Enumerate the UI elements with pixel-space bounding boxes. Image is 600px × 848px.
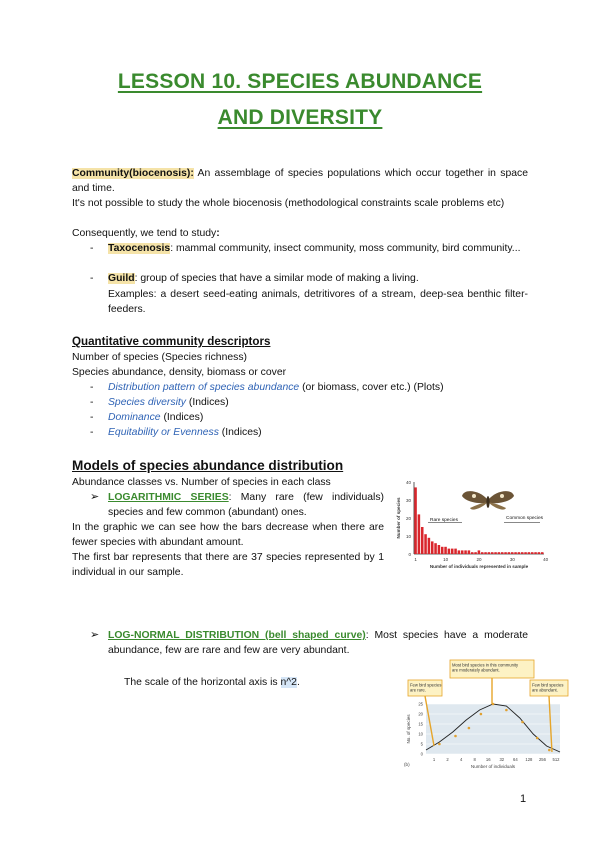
bar <box>418 514 421 554</box>
y-tick-label: 15 <box>418 721 423 727</box>
bar <box>421 527 424 554</box>
data-point <box>521 721 524 724</box>
page-title: LESSON 10. SPECIES ABUNDANCE <box>117 70 483 93</box>
bar <box>514 552 517 554</box>
x-tick-label: 256 <box>538 757 546 762</box>
x-axis-label: Number of individuals <box>470 764 516 769</box>
log-normal-text: : Most species have a moderate abundance, few are rare and few are very abundant. <box>108 630 528 657</box>
bar <box>434 543 437 554</box>
y-tick-label: 5 <box>420 741 423 747</box>
bar <box>511 552 514 554</box>
taxocenosis-item <box>108 241 528 256</box>
bar <box>478 550 481 554</box>
annotation-common: Common species <box>506 516 544 521</box>
x-tick-label: 40 <box>543 557 549 562</box>
data-point <box>536 737 539 740</box>
horizontal-scale-line <box>124 675 384 690</box>
community-definition: An assemblage of species populations which occur together in space and time. <box>72 168 528 195</box>
bar <box>424 534 427 554</box>
bar <box>464 550 467 554</box>
descriptor-link[interactable]: Equitability or Evenness <box>108 427 219 438</box>
graphic-paragraph: In the graphic we can see how the bars decrease when there are fewer species with abundant amount. <box>72 522 384 549</box>
taxocenosis-term: Taxocenosis <box>108 243 171 254</box>
bullet-glyph: - <box>90 243 94 254</box>
bullet-glyph: - <box>90 412 94 423</box>
y-tick-label: 10 <box>418 731 423 737</box>
data-point <box>505 709 508 712</box>
colon: : <box>216 228 220 239</box>
x-tick-label: 30 <box>509 557 515 562</box>
plot-area <box>426 704 560 754</box>
bar <box>481 552 484 554</box>
data-point <box>548 749 551 752</box>
abundance-classes-line: Abundance classes vs. Number of species in each class <box>72 477 331 488</box>
guild-text: : group of species that have a similar mode of making a living. <box>134 273 419 284</box>
bar <box>471 552 474 554</box>
descriptor-rest: (or biomass, cover etc.) (Plots) <box>299 382 444 393</box>
data-point <box>438 743 441 746</box>
logarithmic-series-item <box>108 490 384 520</box>
bar <box>524 552 527 554</box>
x-tick-label: 1 <box>432 757 436 762</box>
guild-item <box>108 271 528 286</box>
consequently-text: Consequently, we tend to study <box>72 228 217 239</box>
bullet-glyph: - <box>90 427 94 438</box>
biocenosis-paragraph: It's not possible to study the whole biocenosis (methodological constraints scale problems etc) <box>72 198 505 209</box>
x-tick-label: 4 <box>459 757 463 762</box>
bar <box>431 541 434 554</box>
species-abundance-line: Species abundance, density, biomass or cover <box>72 367 287 378</box>
bar <box>541 552 544 554</box>
data-point <box>480 713 483 716</box>
bar <box>538 552 541 554</box>
bar <box>518 552 521 554</box>
species-richness-line: Number of species (Species richness) <box>72 352 247 363</box>
bar <box>498 552 501 554</box>
y-axis-label: No. of species <box>406 714 411 744</box>
guild-term: Guild <box>108 273 135 284</box>
bar <box>504 552 507 554</box>
logarithmic-series-chart <box>392 474 552 574</box>
bullet-glyph: - <box>90 397 94 408</box>
callout-text: Few bird species are abundant. <box>532 682 564 693</box>
bar <box>444 547 447 554</box>
x-tick-label: 512 <box>552 757 560 762</box>
bar <box>494 552 497 554</box>
bar <box>468 550 471 554</box>
bar <box>438 545 441 554</box>
page-number: 1 <box>520 793 527 805</box>
bar <box>528 552 531 554</box>
panel-label: (b) <box>404 762 410 767</box>
x-tick-label: 32 <box>499 757 505 762</box>
bar <box>484 552 487 554</box>
logarithmic-series-term: LOGARITHMIC SERIES <box>108 492 229 503</box>
bar <box>458 550 461 554</box>
x-axis-label: Number of individuals represented in sample <box>429 564 529 569</box>
descriptor-link[interactable]: Distribution pattern of species abundance <box>108 382 300 393</box>
data-point <box>468 727 471 730</box>
x-tick-label: 8 <box>473 757 476 762</box>
scale-value: n^2 <box>280 677 297 688</box>
callout-text: Few bird species are rare. <box>410 682 442 693</box>
bar <box>521 552 524 554</box>
x-tick-label: 64 <box>512 757 518 762</box>
arrow-bullet: ➢ <box>90 491 100 503</box>
bar <box>474 552 477 554</box>
descriptor-rest: (Indices) <box>218 427 262 438</box>
section-heading-quantitative: Quantitative community descriptors <box>72 335 271 348</box>
y-tick-label: 40 <box>405 480 411 485</box>
bar <box>414 487 417 554</box>
y-axis-label: Number of species <box>396 497 401 539</box>
bar <box>534 552 537 554</box>
descriptor-link[interactable]: Species diversity <box>108 397 186 408</box>
y-tick-label: 0 <box>420 751 423 757</box>
consequently-line <box>72 226 528 241</box>
bar <box>501 552 504 554</box>
descriptor-rest: (Indices) <box>185 397 229 408</box>
bar <box>488 552 491 554</box>
descriptor-item <box>108 395 528 410</box>
bullet-glyph: - <box>90 273 94 284</box>
descriptor-item <box>108 410 528 425</box>
bar <box>454 549 457 554</box>
y-tick-label: 20 <box>405 516 411 521</box>
log-normal-chart <box>398 658 570 774</box>
scale-period: . <box>296 677 300 688</box>
x-tick-label: 20 <box>476 557 482 562</box>
y-tick-label: 0 <box>408 552 411 557</box>
community-term: Community(biocenosis): <box>72 168 194 179</box>
x-tick-label: 10 <box>443 557 449 562</box>
arrow-bullet: ➢ <box>90 629 100 641</box>
community-paragraph <box>72 166 528 196</box>
bar <box>451 549 454 554</box>
x-tick-label: 1 <box>414 557 417 562</box>
bar <box>461 550 464 554</box>
taxocenosis-text: : mammal community, insect community, moss community, bird community... <box>170 243 521 254</box>
x-tick-label: 2 <box>446 757 449 762</box>
descriptor-link[interactable]: Dominance <box>108 412 161 423</box>
y-tick-label: 30 <box>405 498 411 503</box>
logarithmic-series-text: : Many rare (few individuals) species and few common (abundant) ones. <box>108 492 384 519</box>
descriptor-item <box>108 380 528 395</box>
x-tick-label: 16 <box>485 757 491 762</box>
guild-examples: Examples: a desert seed-eating animals, detritivores of a stream, deep-sea benthic filter-feeders. <box>108 289 528 316</box>
log-normal-term: LOG-NORMAL DISTRIBUTION (bell shaped curve) <box>108 630 366 641</box>
bar <box>441 547 444 554</box>
x-tick-label: 128 <box>525 757 533 762</box>
descriptor-item <box>108 425 528 440</box>
data-point <box>454 735 457 738</box>
bar <box>508 552 511 554</box>
bar <box>491 552 494 554</box>
y-tick-label: 20 <box>418 711 423 717</box>
bar <box>448 549 451 554</box>
first-bar-paragraph: The first bar represents that there are 37 species represented by 1 individual in our sample. <box>72 552 384 579</box>
annotation-rare: Rare species <box>430 518 458 523</box>
callout-text: Most bird species in this community are moderately abundant. <box>452 662 519 673</box>
bullet-glyph: - <box>90 382 94 393</box>
scale-text: The scale of the horizontal axis is <box>124 677 281 688</box>
descriptor-rest: (Indices) <box>160 412 204 423</box>
log-normal-item <box>108 628 528 658</box>
section-heading-models: Models of species abundance distribution <box>72 458 344 473</box>
page-title-line2: AND DIVERSITY <box>217 106 383 129</box>
bar <box>428 538 431 554</box>
y-tick-label: 10 <box>405 534 411 539</box>
bar <box>531 552 534 554</box>
y-tick-label: 25 <box>418 701 423 707</box>
